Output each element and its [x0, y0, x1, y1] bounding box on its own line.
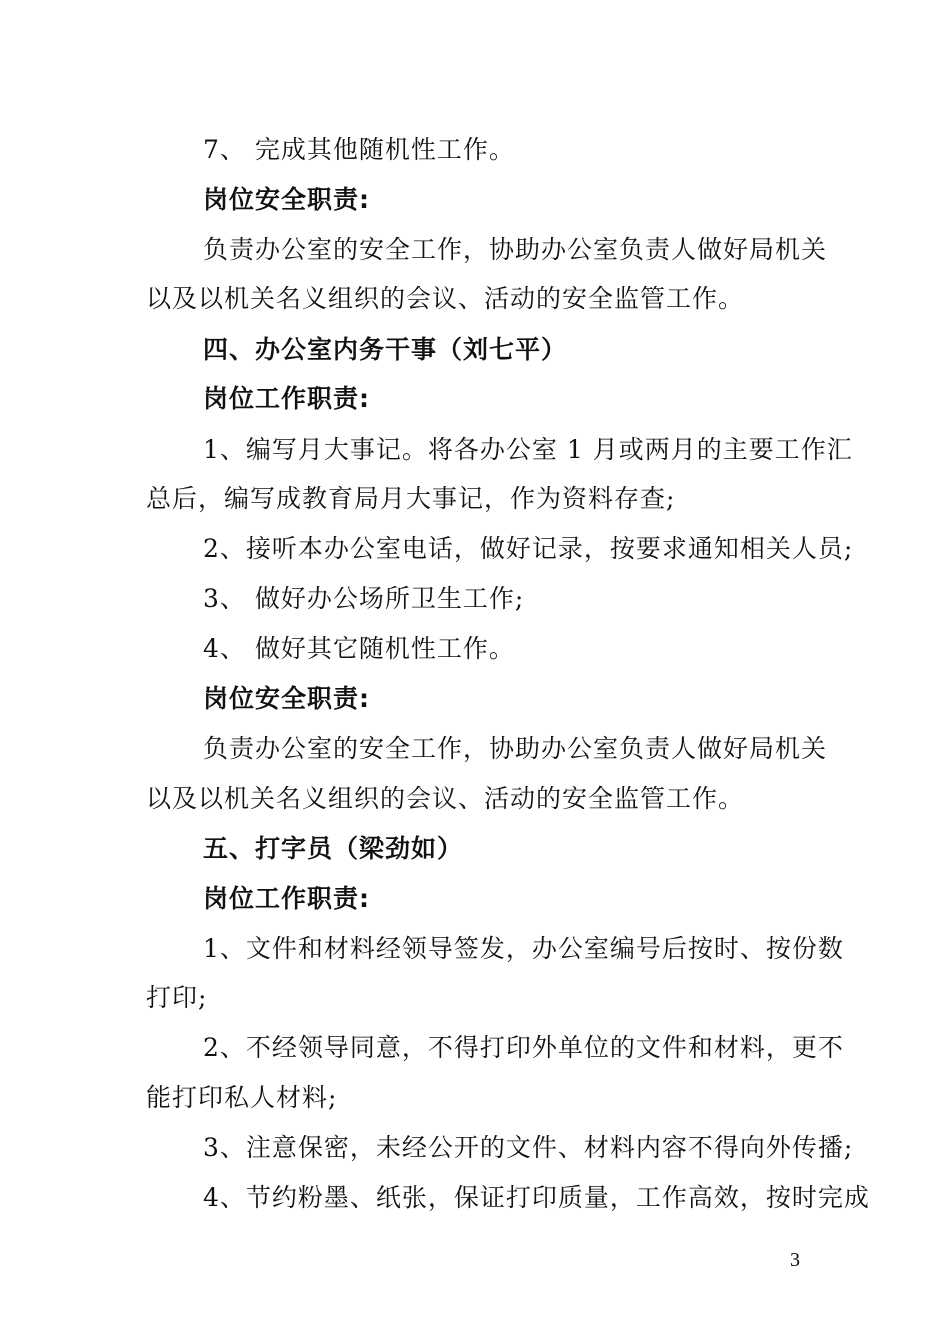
paragraph-line: 负责办公室的安全工作，协助办公室负责人做好局机关	[203, 235, 828, 264]
page-number: 3	[790, 1249, 800, 1271]
paragraph-line: 以及以机关名义组织的会议、活动的安全监管工作。	[146, 284, 745, 313]
list-item-1: 1、编写月大事记。将各办公室 1 月或两月的主要工作汇	[203, 435, 853, 464]
section-heading-work-duties: 岗位工作职责:	[203, 884, 370, 913]
section-title-typist: 五、打字员（梁劲如）	[203, 834, 464, 863]
paragraph-line: 总后，编写成教育局月大事记，作为资料存查;	[146, 484, 676, 513]
section-heading-safety-duties: 岗位安全职责:	[203, 684, 370, 713]
list-item-7: 7、 完成其他随机性工作。	[203, 135, 515, 164]
list-item-4: 4、节约粉墨、纸张，保证打印质量，工作高效，按时完成	[203, 1183, 870, 1212]
section-heading-work-duties: 岗位工作职责:	[203, 384, 370, 413]
list-item-4: 4、 做好其它随机性工作。	[203, 634, 515, 663]
list-item-2: 2、接听本办公室电话，做好记录，按要求通知相关人员;	[203, 534, 854, 563]
paragraph-line: 以及以机关名义组织的会议、活动的安全监管工作。	[146, 784, 745, 813]
list-item-3: 3、 做好办公场所卫生工作;	[203, 584, 525, 613]
section-title-office-affairs-clerk: 四、办公室内务干事（刘七平）	[203, 335, 568, 364]
paragraph-line: 负责办公室的安全工作，协助办公室负责人做好局机关	[203, 734, 828, 763]
paragraph-line: 打印;	[146, 983, 208, 1012]
list-item-1: 1、文件和材料经领导签发，办公室编号后按时、按份数	[203, 934, 844, 963]
list-item-2: 2、不经领导同意，不得打印外单位的文件和材料，更不	[203, 1033, 844, 1062]
paragraph-line: 能打印私人材料;	[146, 1083, 338, 1112]
section-heading-safety-duties: 岗位安全职责:	[203, 185, 370, 214]
list-item-3: 3、注意保密，未经公开的文件、材料内容不得向外传播;	[203, 1133, 854, 1162]
